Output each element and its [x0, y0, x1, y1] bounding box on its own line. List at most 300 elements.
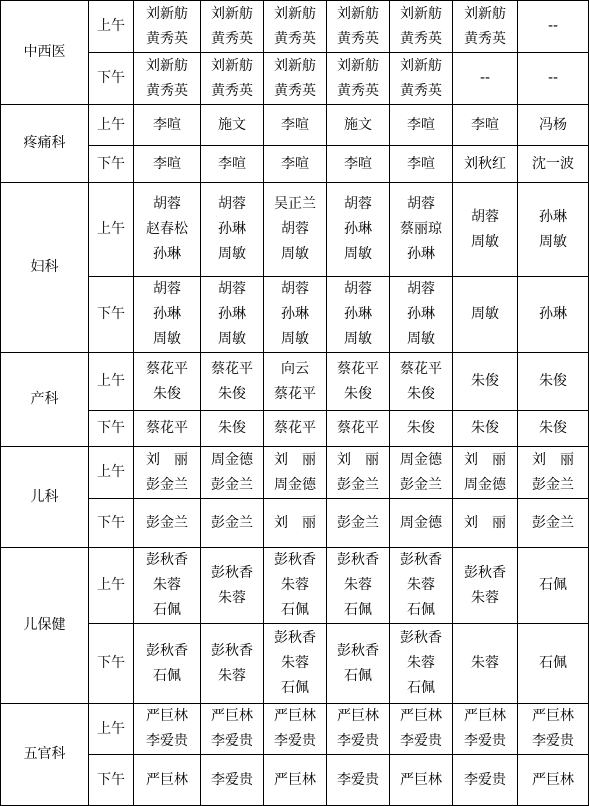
- doctor-name: 胡蓉: [344, 281, 372, 297]
- schedule-cell: [134, 548, 201, 624]
- doctor-name: 周敏: [153, 331, 181, 347]
- period-label: 上午: [89, 353, 134, 411]
- schedule-cell: [264, 105, 327, 146]
- doctor-name: 李爱贵: [146, 733, 188, 749]
- schedule-cell: [327, 624, 390, 704]
- doctor-name: 彭秋香: [211, 564, 253, 581]
- schedule-cell: [134, 411, 201, 447]
- doctor-name: 沈一波: [532, 155, 574, 172]
- doctor-name: 胡蓉: [407, 281, 435, 297]
- schedule-cell: [327, 447, 390, 499]
- doctor-name: 黄秀英: [274, 30, 316, 47]
- period-label: 下午: [89, 499, 134, 548]
- doctor-name: 刘 丽: [274, 451, 316, 468]
- doctor-name: 石佩: [153, 602, 181, 618]
- doctor-name: 胡蓉: [153, 281, 181, 297]
- schedule-row: [1, 411, 589, 447]
- doctor-name: 刘新舫: [464, 5, 506, 22]
- doctor-name: 石佩: [539, 577, 567, 593]
- doctor-name: 李喧: [407, 116, 435, 133]
- doctor-name: 李爱贵: [400, 733, 442, 749]
- doctor-name: 石佩: [344, 667, 372, 684]
- doctor-name: 向云: [281, 360, 309, 377]
- doctor-name: 黄秀英: [146, 82, 188, 99]
- doctor-name: 朱俊: [218, 420, 246, 436]
- schedule-row: [1, 755, 589, 806]
- doctor-name: 刘新舫: [274, 5, 316, 22]
- doctor-name: 彭金兰: [337, 514, 379, 531]
- schedule-cell: [201, 755, 264, 806]
- doctor-name: 严巨林: [146, 771, 188, 788]
- schedule-cell: [264, 53, 327, 105]
- schedule-cell: [518, 146, 589, 183]
- schedule-cell: [264, 277, 327, 353]
- doctor-name: 周金德: [400, 514, 442, 531]
- doctor-name: 周金德: [211, 451, 253, 468]
- doctor-name: 彭秋香: [274, 630, 316, 646]
- doctor-name: 蔡花平: [337, 420, 379, 436]
- schedule-cell: [327, 704, 390, 755]
- schedule-cell: [390, 548, 453, 624]
- doctor-name: 刘新舫: [211, 57, 253, 74]
- doctor-name: 周金德: [464, 476, 506, 493]
- doctor-name: --: [547, 18, 559, 34]
- doctor-name: 严巨林: [211, 708, 253, 724]
- doctor-name: 孙琳: [281, 306, 309, 322]
- doctor-name: 周敏: [218, 331, 246, 347]
- schedule-cell: [518, 277, 589, 353]
- doctor-name: 胡蓉: [153, 196, 181, 212]
- doctor-name: 黄秀英: [337, 82, 379, 99]
- doctor-name: 石佩: [407, 680, 435, 696]
- schedule-cell: [518, 447, 589, 499]
- doctor-name: 朱蓉: [281, 655, 309, 671]
- schedule-cell: [390, 755, 453, 806]
- period-label: 上午: [89, 447, 134, 499]
- doctor-name: 彭金兰: [211, 514, 253, 531]
- schedule-cell: [518, 53, 589, 105]
- schedule-cell: [264, 146, 327, 183]
- department-name: 儿科: [1, 447, 89, 548]
- schedule-cell: [390, 499, 453, 548]
- schedule-cell: [201, 146, 264, 183]
- doctor-name: 李爱贵: [337, 733, 379, 749]
- schedule-cell: [453, 411, 518, 447]
- doctor-name: 黄秀英: [274, 82, 316, 99]
- schedule-row: [1, 499, 589, 548]
- schedule-cell: [390, 411, 453, 447]
- doctor-name: 周金德: [274, 476, 316, 493]
- doctor-name: 朱蓉: [344, 577, 372, 593]
- schedule-row: [1, 146, 589, 183]
- doctor-name: 胡蓉: [407, 196, 435, 212]
- doctor-name: 周敏: [407, 331, 435, 347]
- doctor-name: 李爱贵: [532, 733, 574, 749]
- schedule-row: [1, 105, 589, 146]
- doctor-name: 李喧: [153, 116, 181, 133]
- schedule-cell: [134, 183, 201, 277]
- schedule-cell: [264, 548, 327, 624]
- doctor-name: 周敏: [471, 233, 499, 250]
- doctor-name: 黄秀英: [400, 82, 442, 99]
- doctor-name: 周敏: [344, 246, 372, 262]
- doctor-name: 刘 丽: [464, 514, 506, 531]
- doctor-name: 彭秋香: [146, 552, 188, 568]
- doctor-name: 李喧: [407, 155, 435, 172]
- schedule-cell: [264, 624, 327, 704]
- doctor-name: 朱俊: [407, 420, 435, 436]
- doctor-name: --: [547, 70, 559, 86]
- schedule-cell: [134, 447, 201, 499]
- schedule-cell: [134, 353, 201, 411]
- doctor-name: 蔡花平: [146, 360, 188, 377]
- schedule-cell: [518, 105, 589, 146]
- schedule-row: [1, 353, 589, 411]
- schedule-cell: [453, 277, 518, 353]
- doctor-name: 蔡丽琼: [400, 221, 442, 237]
- doctor-name: 胡蓉: [218, 281, 246, 297]
- period-label: 上午: [89, 704, 134, 755]
- doctor-name: 石佩: [407, 602, 435, 618]
- schedule-cell: [134, 624, 201, 704]
- schedule-cell: [201, 183, 264, 277]
- doctor-name: 严巨林: [274, 708, 316, 724]
- doctor-name: 黄秀英: [211, 82, 253, 99]
- doctor-name: 蔡花平: [211, 360, 253, 377]
- doctor-name: 刘新舫: [400, 57, 442, 74]
- schedule-cell: [518, 704, 589, 755]
- department-name: 妇科: [1, 183, 89, 353]
- department-name: 产科: [1, 353, 89, 447]
- schedule-cell: [390, 447, 453, 499]
- schedule-row: [1, 53, 589, 105]
- doctor-name: 李爱贵: [464, 733, 506, 749]
- doctor-name: 黄秀英: [211, 30, 253, 47]
- schedule-cell: [201, 447, 264, 499]
- doctor-name: 李喧: [281, 116, 309, 133]
- period-label: 下午: [89, 146, 134, 183]
- doctor-name: 胡蓉: [218, 196, 246, 212]
- doctor-name: 李喧: [281, 155, 309, 172]
- schedule-cell: [327, 411, 390, 447]
- doctor-name: 严巨林: [532, 771, 574, 788]
- schedule-cell: [134, 499, 201, 548]
- schedule-row: [1, 704, 589, 755]
- doctor-name: 孙琳: [153, 306, 181, 322]
- schedule-cell: [390, 53, 453, 105]
- schedule-cell: [453, 624, 518, 704]
- doctor-name: 彭金兰: [400, 476, 442, 493]
- doctor-name: 彭金兰: [146, 476, 188, 493]
- schedule-cell: [134, 755, 201, 806]
- doctor-name: 彭秋香: [274, 552, 316, 568]
- schedule-cell: [327, 499, 390, 548]
- doctor-name: 严巨林: [464, 708, 506, 724]
- doctor-name: 石佩: [281, 680, 309, 696]
- doctor-name: 李爱贵: [337, 771, 379, 788]
- doctor-name: 胡蓉: [281, 221, 309, 237]
- schedule-cell: [264, 447, 327, 499]
- schedule-cell: [390, 704, 453, 755]
- schedule-cell: [201, 1, 264, 53]
- doctor-name: 朱俊: [471, 373, 499, 389]
- doctor-name: 周敏: [344, 331, 372, 347]
- schedule-cell: [264, 499, 327, 548]
- doctor-name: 彭金兰: [337, 476, 379, 493]
- doctor-name: 彭秋香: [400, 630, 442, 646]
- doctor-name: 朱俊: [344, 385, 372, 402]
- doctor-name: 严巨林: [532, 708, 574, 724]
- doctor-name: 孙琳: [153, 246, 181, 262]
- schedule-row: [1, 1, 589, 53]
- doctor-name: 李喧: [344, 155, 372, 172]
- schedule-cell: [264, 704, 327, 755]
- doctor-name: 黄秀英: [146, 30, 188, 47]
- schedule-cell: [134, 105, 201, 146]
- schedule-cell: [453, 704, 518, 755]
- doctor-name: 赵春松: [146, 221, 188, 237]
- doctor-name: 石佩: [281, 602, 309, 618]
- schedule-cell: [327, 277, 390, 353]
- doctor-name: 胡蓉: [344, 196, 372, 212]
- doctor-name: 朱俊: [153, 385, 181, 402]
- schedule-cell: [201, 353, 264, 411]
- doctor-name: 朱蓉: [407, 655, 435, 671]
- doctor-name: 彭秋香: [400, 552, 442, 568]
- schedule-cell: [518, 411, 589, 447]
- doctor-name: 蔡花平: [337, 360, 379, 377]
- schedule-cell: [453, 447, 518, 499]
- doctor-name: 黄秀英: [464, 30, 506, 47]
- schedule-cell: [453, 183, 518, 277]
- doctor-name: 孙琳: [407, 246, 435, 262]
- doctor-name: 冯杨: [539, 116, 567, 133]
- doctor-name: 朱蓉: [471, 589, 499, 606]
- schedule-cell: [264, 755, 327, 806]
- schedule-cell: [327, 105, 390, 146]
- schedule-cell: [264, 353, 327, 411]
- doctor-name: 严巨林: [337, 708, 379, 724]
- doctor-name: 刘 丽: [532, 451, 574, 468]
- doctor-name: 吴正兰: [274, 196, 316, 212]
- schedule-cell: [390, 183, 453, 277]
- doctor-name: 刘 丽: [464, 451, 506, 468]
- doctor-name: 石佩: [344, 602, 372, 618]
- doctor-name: 李爱贵: [211, 771, 253, 788]
- doctor-name: 黄秀英: [400, 30, 442, 47]
- doctor-name: 孙琳: [407, 306, 435, 322]
- doctor-name: 严巨林: [146, 708, 188, 724]
- schedule-cell: [453, 53, 518, 105]
- schedule-cell: [390, 105, 453, 146]
- period-label: 下午: [89, 624, 134, 704]
- doctor-name: 孙琳: [218, 221, 246, 237]
- doctor-name: 孙琳: [344, 221, 372, 237]
- schedule-cell: [201, 499, 264, 548]
- schedule-row: [1, 183, 589, 277]
- schedule-row: [1, 548, 589, 624]
- schedule-cell: [201, 53, 264, 105]
- doctor-name: 彭金兰: [532, 514, 574, 531]
- doctor-name: 刘 丽: [274, 514, 316, 531]
- doctor-name: 朱蓉: [281, 577, 309, 593]
- doctor-name: --: [479, 70, 491, 86]
- schedule-cell: [518, 1, 589, 53]
- schedule-cell: [201, 548, 264, 624]
- schedule-cell: [201, 624, 264, 704]
- department-name: 疼痛科: [1, 105, 89, 183]
- doctor-name: 蔡花平: [146, 420, 188, 436]
- doctor-name: 周敏: [539, 233, 567, 250]
- schedule-cell: [453, 548, 518, 624]
- period-label: 上午: [89, 548, 134, 624]
- doctor-name: 周敏: [281, 246, 309, 262]
- doctor-name: 彭秋香: [146, 642, 188, 659]
- schedule-cell: [327, 548, 390, 624]
- schedule-row: [1, 447, 589, 499]
- schedule-cell: [134, 1, 201, 53]
- schedule-cell: [327, 146, 390, 183]
- doctor-name: 李爱贵: [211, 733, 253, 749]
- schedule-cell: [453, 1, 518, 53]
- doctor-name: 刘 丽: [146, 451, 188, 468]
- schedule-cell: [264, 183, 327, 277]
- doctor-name: 朱蓉: [153, 577, 181, 593]
- doctor-name: 施文: [344, 116, 372, 133]
- schedule-row: [1, 277, 589, 353]
- schedule-body: [1, 1, 589, 806]
- doctor-name: 蔡花平: [400, 360, 442, 377]
- schedule-cell: [390, 353, 453, 411]
- doctor-name: 黄秀英: [337, 30, 379, 47]
- doctor-name: 李喧: [153, 155, 181, 172]
- doctor-name: 周金德: [400, 451, 442, 468]
- doctor-name: 孙琳: [539, 306, 567, 322]
- doctor-name: 周敏: [218, 246, 246, 262]
- schedule-cell: [134, 53, 201, 105]
- doctor-name: 刘新舫: [146, 5, 188, 22]
- doctor-name: 朱俊: [471, 420, 499, 436]
- schedule-cell: [390, 277, 453, 353]
- doctor-name: 彭金兰: [211, 476, 253, 493]
- period-label: 上午: [89, 105, 134, 146]
- schedule-cell: [201, 411, 264, 447]
- schedule-cell: [390, 146, 453, 183]
- doctor-name: 彭金兰: [146, 514, 188, 531]
- period-label: 下午: [89, 755, 134, 806]
- doctor-name: 蔡花平: [274, 385, 316, 402]
- doctor-name: 刘秋红: [464, 155, 506, 172]
- schedule-cell: [518, 548, 589, 624]
- doctor-name: 朱蓉: [407, 577, 435, 593]
- doctor-name: 李喧: [218, 155, 246, 172]
- schedule-cell: [327, 183, 390, 277]
- schedule-cell: [201, 277, 264, 353]
- doctor-name: 李喧: [471, 116, 499, 133]
- doctor-name: 周敏: [281, 331, 309, 347]
- schedule-cell: [453, 755, 518, 806]
- doctor-name: 彭秋香: [464, 564, 506, 581]
- doctor-name: 李爱贵: [274, 733, 316, 749]
- doctor-name: 朱俊: [407, 385, 435, 402]
- doctor-name: 刘新舫: [337, 57, 379, 74]
- doctor-name: 孙琳: [539, 208, 567, 225]
- doctor-name: 李爱贵: [464, 771, 506, 788]
- department-name: 五官科: [1, 704, 89, 806]
- doctor-name: 朱俊: [539, 420, 567, 436]
- schedule-cell: [390, 624, 453, 704]
- schedule-cell: [518, 624, 589, 704]
- doctor-name: 孙琳: [218, 306, 246, 322]
- doctor-name: 刘新舫: [337, 5, 379, 22]
- doctor-name: 蔡花平: [274, 420, 316, 436]
- schedule-cell: [201, 105, 264, 146]
- schedule-cell: [134, 277, 201, 353]
- schedule-cell: [453, 105, 518, 146]
- period-label: 下午: [89, 277, 134, 353]
- doctor-name: 石佩: [539, 655, 567, 671]
- doctor-name: 彭金兰: [532, 476, 574, 493]
- schedule-cell: [453, 499, 518, 548]
- doctor-name: 彭秋香: [337, 642, 379, 659]
- schedule-cell: [327, 1, 390, 53]
- schedule-cell: [264, 1, 327, 53]
- doctor-name: 彭秋香: [211, 642, 253, 659]
- doctor-name: 严巨林: [400, 708, 442, 724]
- department-name: 儿保健: [1, 548, 89, 704]
- period-label: 上午: [89, 1, 134, 53]
- doctor-name: 孙琳: [344, 306, 372, 322]
- period-label: 上午: [89, 183, 134, 277]
- doctor-name: 施文: [218, 116, 246, 133]
- schedule-cell: [134, 704, 201, 755]
- doctor-name: 刘新舫: [146, 57, 188, 74]
- schedule-row: [1, 624, 589, 704]
- schedule-cell: [518, 353, 589, 411]
- schedule-cell: [453, 353, 518, 411]
- schedule-cell: [518, 183, 589, 277]
- doctor-name: 胡蓉: [281, 281, 309, 297]
- doctor-name: 刘新舫: [274, 57, 316, 74]
- doctor-name: 严巨林: [274, 771, 316, 788]
- schedule-cell: [327, 755, 390, 806]
- doctor-name: 朱俊: [218, 385, 246, 402]
- doctor-name: 周敏: [471, 306, 499, 322]
- schedule-cell: [327, 353, 390, 411]
- department-name: 中西医: [1, 1, 89, 105]
- schedule-cell: [134, 146, 201, 183]
- schedule-cell: [201, 704, 264, 755]
- doctor-name: 刘 丽: [337, 451, 379, 468]
- doctor-name: 胡蓉: [471, 208, 499, 225]
- period-label: 下午: [89, 411, 134, 447]
- schedule-cell: [453, 146, 518, 183]
- doctor-name: 刘新舫: [400, 5, 442, 22]
- doctor-name: 朱蓉: [471, 655, 499, 671]
- schedule-cell: [518, 499, 589, 548]
- doctor-name: 刘新舫: [211, 5, 253, 22]
- schedule-cell: [264, 411, 327, 447]
- schedule-cell: [390, 1, 453, 53]
- doctor-name: 朱蓉: [218, 667, 246, 684]
- doctor-name: 彭秋香: [337, 552, 379, 568]
- schedule-cell: [518, 755, 589, 806]
- doctor-name: 朱蓉: [218, 589, 246, 606]
- doctor-name: 严巨林: [400, 771, 442, 788]
- period-label: 下午: [89, 53, 134, 105]
- doctor-name: 朱俊: [539, 373, 567, 389]
- doctor-name: 石佩: [153, 667, 181, 684]
